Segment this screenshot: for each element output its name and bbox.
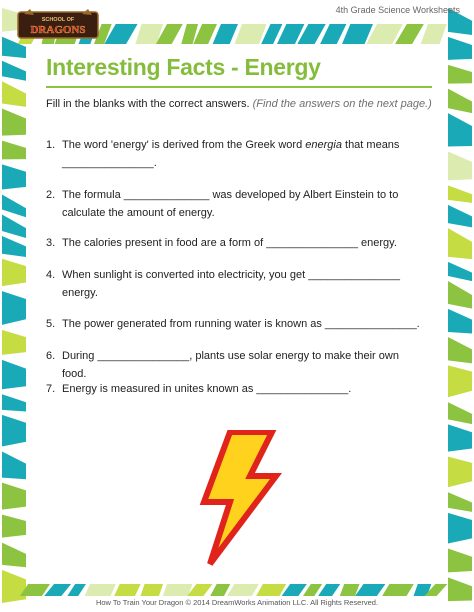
question-text[interactable]: The formula ______________ was developed by Albert Einstein to to <box>62 189 399 201</box>
question-number: 4. <box>46 269 56 281</box>
question-text: that means <box>341 139 400 151</box>
question-5 <box>46 315 426 333</box>
border-shape <box>448 185 472 203</box>
instructions-note: (Find the answers on the next page.) <box>252 98 432 110</box>
logo-text-top: SCHOOL OF <box>41 17 75 23</box>
border-shape <box>421 24 447 44</box>
border-shape <box>2 515 26 538</box>
border-shape <box>448 548 472 572</box>
page-title: Interesting Facts - Energy <box>46 54 321 80</box>
border-shape <box>227 584 259 596</box>
border-shape <box>448 424 472 451</box>
border-shape <box>2 543 26 568</box>
border-shape <box>448 281 472 309</box>
border-shape <box>210 584 230 596</box>
border-shape <box>2 483 26 510</box>
border-shape <box>163 584 193 596</box>
border-shape <box>2 259 26 286</box>
border-shape <box>448 309 472 334</box>
question-text[interactable]: The calories present in food are a form of _______________ energy. <box>62 237 397 249</box>
border-shape <box>213 24 238 44</box>
border-shape <box>2 108 26 135</box>
question-2 <box>46 186 426 222</box>
border-shape <box>448 89 472 114</box>
lightning-bolt-icon <box>196 430 282 568</box>
question-6 <box>46 347 426 380</box>
question-text: energy. <box>62 287 98 299</box>
border-shape <box>282 584 307 596</box>
border-shape <box>2 236 26 257</box>
border-shape <box>2 164 26 189</box>
border-shape <box>2 141 26 160</box>
border-shape <box>114 584 140 596</box>
border-shape <box>2 61 26 81</box>
border-shape <box>2 195 26 218</box>
question-text[interactable]: The power generated from running water is known as _______________. <box>62 318 420 330</box>
question-text[interactable]: When sunlight is converted into electricity, you get _______________ <box>62 269 400 281</box>
border-shape <box>235 24 267 44</box>
question-1 <box>46 136 426 172</box>
border-shape <box>2 360 26 389</box>
question-italic-word: energia <box>305 139 342 151</box>
question-3 <box>46 234 426 252</box>
title-divider <box>46 86 432 88</box>
border-shape <box>2 330 26 355</box>
border-shape <box>448 457 472 488</box>
border-shape <box>448 228 472 259</box>
border-shape <box>448 513 472 544</box>
border-shape <box>448 262 472 281</box>
border-shape <box>448 402 472 424</box>
border-shape <box>448 337 472 363</box>
border-shape <box>448 205 472 227</box>
instructions <box>46 98 432 110</box>
border-shape <box>256 584 286 596</box>
question-number: 7. <box>46 383 56 395</box>
border-shape <box>2 291 26 325</box>
border-shape <box>448 492 472 512</box>
border-shape <box>448 37 472 60</box>
border-shape <box>303 584 322 596</box>
border-shape <box>67 584 86 596</box>
school-of-dragons-logo <box>16 6 100 42</box>
border-shape <box>448 365 472 397</box>
question-number: 2. <box>46 189 56 201</box>
question-4 <box>46 266 426 302</box>
border-shape <box>448 151 472 180</box>
border-shape <box>2 415 26 447</box>
border-shape <box>448 113 472 146</box>
question-number: 1. <box>46 139 56 151</box>
question-7 <box>46 380 426 398</box>
question-number: 6. <box>46 350 56 362</box>
question-text: The word 'energy' is derived from the Greek word <box>62 139 306 151</box>
border-shape <box>2 81 26 107</box>
instructions-text: Fill in the blanks with the correct answers. <box>46 98 253 110</box>
border-shape <box>382 584 414 596</box>
footer-copyright: How To Train Your Dragon © 2014 DreamWorks Animation LLC. All Rights Reserved. <box>95 598 379 607</box>
question-text[interactable]: Energy is measured in unites known as _______________. <box>62 383 352 395</box>
grade-label: 4th Grade Science Worksheets <box>335 5 460 15</box>
border-shape <box>2 394 26 411</box>
question-text: calculate the amount of energy. <box>62 207 215 219</box>
answer-blank[interactable]: _______________. <box>62 157 157 169</box>
border-shape <box>355 584 385 596</box>
question-number: 3. <box>46 237 56 249</box>
question-number: 5. <box>46 318 56 330</box>
border-shape <box>2 452 26 480</box>
border-shape <box>85 584 116 596</box>
border-shape <box>448 65 472 84</box>
logo-text-main: DRAGONS <box>30 24 86 36</box>
border-shape <box>318 584 340 596</box>
border-shape <box>2 215 26 238</box>
border-shape <box>140 584 163 596</box>
question-text[interactable]: During _______________, plants use solar energy to make their own food. <box>62 350 399 380</box>
